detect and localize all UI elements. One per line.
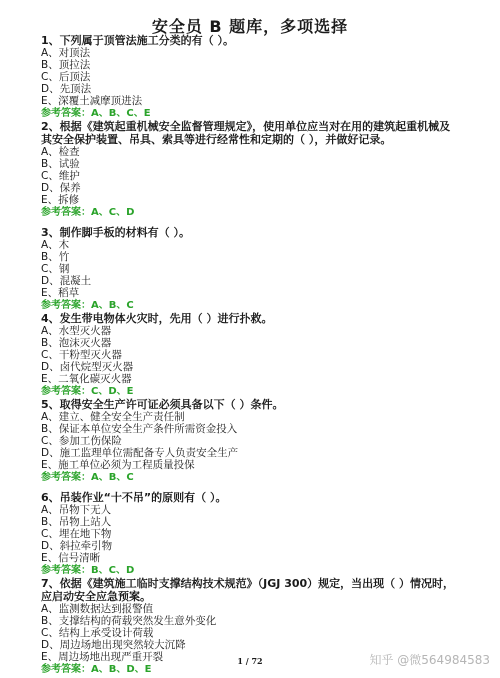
option-c: C、埋在地下物 [41,528,112,540]
option-c: C、干粉型灭火器 [41,349,122,361]
option-d: D、周边场地出现突然较大沉降 [41,639,186,651]
option-c: C、参加工伤保险 [41,435,122,447]
question-stem: 7、依据《建筑施工临时支撑结构技术规范》（JGJ 300）规定，当出现（ ）情况时，应启动安全应急预案。 [41,577,454,603]
option-d: D、混凝土 [41,275,92,287]
option-e: E、施工单位必须为工程质量投保 [41,459,195,471]
answer-label: 参考答案：A、B、C [41,472,134,483]
option-b: B、支撑结构的荷载突然发生意外变化 [41,615,217,627]
watermark: 知乎 @微564984583 [369,653,490,667]
question-3 [41,226,461,312]
spacer [41,219,461,226]
answer-label: 参考答案：A、B、C [41,300,134,311]
option-a: A、对顶法 [41,47,91,59]
option-c: C、后顶法 [41,71,91,83]
option-d: D、斜拉牵引物 [41,540,113,552]
option-e: E、稻草 [41,287,80,299]
page-title: 安全员 B 题库，多项选择 [151,17,349,36]
answer-label: 参考答案：C、D、E [41,386,134,397]
question-stem: 5、取得安全生产许可证必须具备以下（ ）条件。 [41,398,284,411]
option-a: A、木 [41,239,70,251]
option-b: B、竹 [41,251,70,263]
option-c: C、钢 [41,263,70,275]
option-a: A、水型灭火器 [41,325,112,337]
option-d: D、保养 [41,182,81,194]
question-4 [41,312,461,398]
option-b: B、顶拉法 [41,59,91,71]
option-e: E、周边场地出现严重开裂 [41,651,164,663]
option-e: E、拆修 [41,194,80,206]
option-a: A、吊物下无人 [41,504,112,516]
spacer [41,484,461,491]
question-6 [41,491,461,577]
question-2 [41,120,461,219]
option-e: E、二氧化碳灭火器 [41,373,132,385]
option-c: C、结构上承受设计荷载 [41,627,154,639]
option-b: B、吊物上站人 [41,516,112,528]
answer-label: 参考答案：A、B、D、E [41,664,152,675]
question-5 [41,398,461,484]
answer-label: 参考答案：A、C、D [41,207,135,218]
option-a: A、建立、健全安全生产责任制 [41,411,185,423]
question-list [41,34,461,676]
answer-label: 参考答案：A、B、C、E [41,108,151,119]
option-b: B、泡沫灭火器 [41,337,112,349]
question-stem: 2、根据《建筑起重机械安全监督管理规定》，使用单位应当对在用的建筑起重机械及其安全保护装置、吊具、索具等进行经常性和定期的（ ），并做好记录。 [41,120,451,146]
question-stem: 3、制作脚手板的材料有（ ）。 [41,226,190,239]
option-d: D、卤代烷型灭火器 [41,361,134,373]
answer-label: 参考答案：B、C、D [41,565,135,576]
option-b: B、保证本单位安全生产条件所需资金投入 [41,423,238,435]
page-number: 1 / 72 [237,656,263,666]
option-a: A、检查 [41,146,80,158]
option-e: E、深覆土减摩顶进法 [41,95,143,107]
question-1 [41,34,461,120]
option-d: D、施工监理单位需配备专人负责安全生产 [41,447,239,459]
option-c: C、维护 [41,170,80,182]
option-e: E、信号清晰 [41,552,101,564]
question-stem: 1、下列属于顶管法施工分类的有（ ）。 [41,34,234,47]
option-b: B、试验 [41,158,80,170]
option-a: A、监测数据达到报警值 [41,603,154,615]
question-stem: 4、发生带电物体火灾时，先用（ ）进行扑救。 [41,312,273,325]
question-stem: 6、吊装作业“十不吊”的原则有（ ）。 [41,491,227,504]
option-d: D、先顶法 [41,83,92,95]
